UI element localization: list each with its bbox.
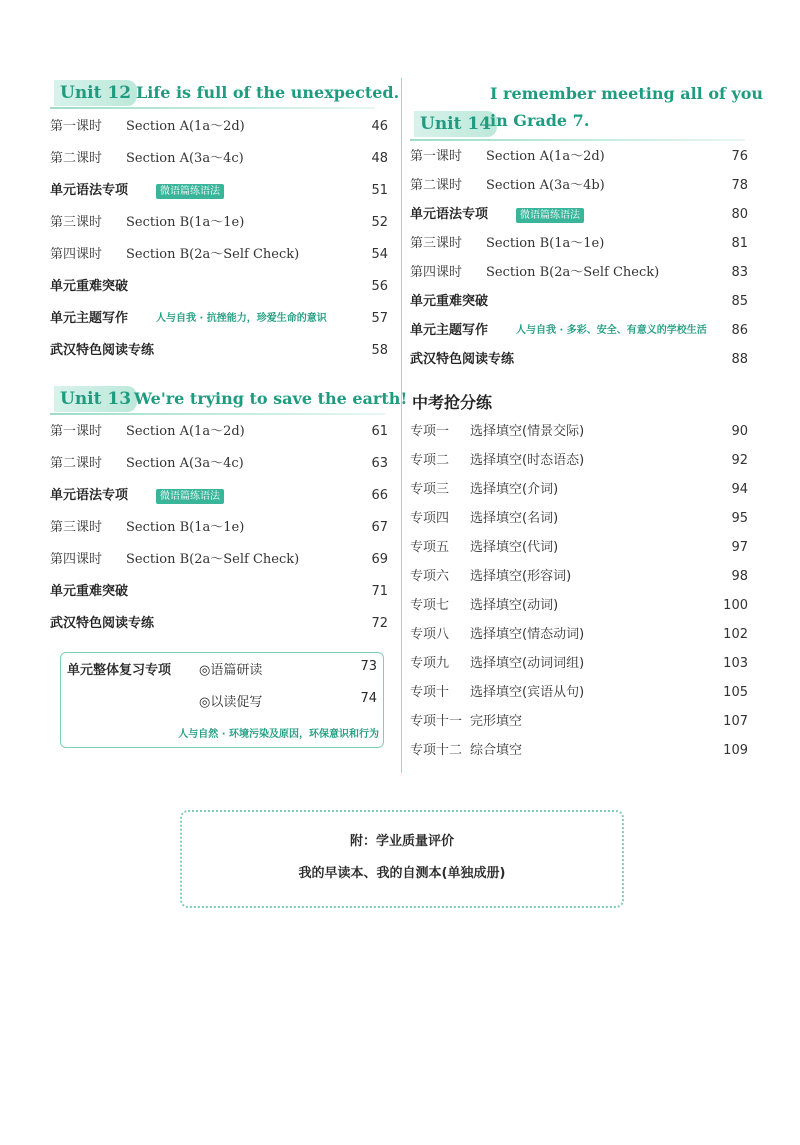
toc-row-page: 52 xyxy=(371,215,388,230)
toc-row-page: 71 xyxy=(371,584,388,599)
toc-row-label: 专项十二 xyxy=(410,743,463,758)
toc-row-page: 107 xyxy=(723,714,748,729)
toc-row-page: 94 xyxy=(731,482,748,497)
toc-row xyxy=(410,507,750,531)
toc-row-text: 综合填空 xyxy=(470,743,523,758)
toc-row-page: 56 xyxy=(371,279,388,294)
toc-row-page: 66 xyxy=(371,488,388,503)
theme-note: 人与自我 · 多彩、安全、有意义的学校生活 xyxy=(516,325,707,336)
toc-row xyxy=(50,147,390,171)
toc-row-page: 80 xyxy=(731,207,748,222)
toc-row-page: 76 xyxy=(731,149,748,164)
toc-row-page: 92 xyxy=(731,453,748,468)
toc-row xyxy=(50,612,390,636)
unit-12-underline xyxy=(50,107,375,109)
toc-row-label: 第三课时 xyxy=(50,520,103,535)
toc-row-page: 48 xyxy=(371,151,388,166)
toc-row-label: 专项十一 xyxy=(410,714,463,729)
toc-row-page: 51 xyxy=(371,183,388,198)
toc-row xyxy=(50,580,390,604)
unit-14-tag: Unit 14 xyxy=(414,111,497,137)
toc-row xyxy=(410,449,750,473)
toc-row-label: 单元语法专项 xyxy=(50,488,129,503)
toc-row-label: 武汉特色阅读专练 xyxy=(410,352,515,367)
toc-row-label: 单元语法专项 xyxy=(50,183,129,198)
toc-row-label: 专项八 xyxy=(410,627,450,642)
toc-row-page: 88 xyxy=(731,352,748,367)
toc-row xyxy=(410,710,750,734)
toc-row-section: Section B(2a～Self Check) xyxy=(126,247,300,262)
toc-row-label: 专项一 xyxy=(410,424,450,439)
toc-row-page: 69 xyxy=(371,552,388,567)
grammar-tag: 微语篇练语法 xyxy=(516,208,584,223)
toc-row-page: 90 xyxy=(731,424,748,439)
appendix-box xyxy=(180,810,624,908)
toc-row-text: 选择填空(代词) xyxy=(470,540,559,555)
unit-13-header xyxy=(50,386,408,416)
toc-row-label: 武汉特色阅读专练 xyxy=(50,616,155,631)
toc-row xyxy=(50,339,390,363)
unit-14-title-line1: I remember meeting all of you xyxy=(490,84,764,103)
toc-row xyxy=(50,275,390,299)
toc-row xyxy=(410,594,750,618)
toc-row-page: 46 xyxy=(371,119,388,134)
toc-row-label: 第二课时 xyxy=(410,178,463,193)
toc-row xyxy=(50,452,390,476)
toc-row xyxy=(50,516,390,540)
toc-row xyxy=(410,232,750,256)
grammar-tag: 微语篇练语法 xyxy=(156,184,224,199)
toc-row xyxy=(50,211,390,235)
toc-row-page: 83 xyxy=(731,265,748,280)
toc-row-label: 第四课时 xyxy=(410,265,463,280)
toc-row-text: 选择填空(动词) xyxy=(470,598,559,613)
toc-row xyxy=(410,565,750,589)
toc-row-section: Section A(3a～4c) xyxy=(126,456,244,471)
toc-row-page: 81 xyxy=(731,236,748,251)
unit-review-box xyxy=(60,652,384,748)
review-option-writing: ◎以读促写 xyxy=(199,695,263,710)
grammar-tag: 微语篇练语法 xyxy=(156,489,224,504)
toc-row-page: 97 xyxy=(731,540,748,555)
toc-row-label: 专项五 xyxy=(410,540,450,555)
unit-13-tag: Unit 13 xyxy=(54,386,137,412)
appendix-line-2: 我的早读本、我的自测本(单独成册) xyxy=(298,866,506,881)
toc-row xyxy=(410,623,750,647)
toc-row-label: 单元重难突破 xyxy=(410,294,489,309)
toc-row-page: 63 xyxy=(371,456,388,471)
toc-row-label: 武汉特色阅读专练 xyxy=(50,343,155,358)
toc-row-page: 78 xyxy=(731,178,748,193)
toc-row-label: 专项七 xyxy=(410,598,450,613)
unit-14-header xyxy=(410,84,764,144)
toc-row-section: Section B(1a～1e) xyxy=(126,520,245,535)
toc-row xyxy=(410,536,750,560)
toc-row-label: 专项十 xyxy=(410,685,450,700)
toc-row-page: 67 xyxy=(371,520,388,535)
toc-row-section: Section B(2a～Self Check) xyxy=(126,552,300,567)
unit-12-header xyxy=(50,80,400,110)
toc-row-text: 选择填空(形容词) xyxy=(470,569,572,584)
review-title: 单元整体复习专项 xyxy=(67,663,172,678)
toc-row-page: 103 xyxy=(723,656,748,671)
toc-row-text: 选择填空(情景交际) xyxy=(470,424,585,439)
toc-row xyxy=(410,145,750,169)
unit-12-tag: Unit 12 xyxy=(54,80,137,106)
toc-row-label: 第三课时 xyxy=(50,215,103,230)
toc-row xyxy=(410,478,750,502)
toc-row-section: Section A(3a～4b) xyxy=(486,178,605,193)
theme-note: 人与自我 · 抗挫能力，珍爱生命的意识 xyxy=(156,313,327,324)
toc-row-label: 专项三 xyxy=(410,482,450,497)
toc-row-label: 第三课时 xyxy=(410,236,463,251)
toc-row-section: Section A(3a～4c) xyxy=(126,151,244,166)
toc-row-label: 第二课时 xyxy=(50,151,103,166)
toc-row-label: 第四课时 xyxy=(50,247,103,262)
toc-row-section: Section A(1a～2d) xyxy=(126,119,245,134)
toc-row-page: 57 xyxy=(371,311,388,326)
toc-row xyxy=(50,115,390,139)
toc-row-label: 单元重难突破 xyxy=(50,584,129,599)
toc-row-text: 选择填空(动词词组) xyxy=(470,656,585,671)
toc-row-page: 54 xyxy=(371,247,388,262)
toc-row-page: 109 xyxy=(723,743,748,758)
toc-row xyxy=(50,548,390,572)
review-theme: 人与自然 · 环境污染及原因，环保意识和行为 xyxy=(178,729,379,740)
toc-row-label: 第一课时 xyxy=(50,424,103,439)
toc-row-page: 85 xyxy=(731,294,748,309)
toc-row xyxy=(410,203,750,227)
toc-row-label: 专项四 xyxy=(410,511,450,526)
unit-13-underline xyxy=(50,413,385,415)
appendix-line-1: 附：学业质量评价 xyxy=(349,834,454,849)
toc-row-text: 选择填空(介词) xyxy=(470,482,559,497)
toc-row-page: 58 xyxy=(371,343,388,358)
toc-row-text: 选择填空(宾语从句) xyxy=(470,685,585,700)
unit-14-title-line2: in Grade 7. xyxy=(490,111,590,130)
toc-row-label: 第二课时 xyxy=(50,456,103,471)
toc-row xyxy=(410,319,750,343)
toc-row xyxy=(50,179,390,203)
toc-row xyxy=(410,652,750,676)
toc-row-page: 100 xyxy=(723,598,748,613)
toc-row-text: 选择填空(时态语态) xyxy=(470,453,585,468)
toc-row-label: 单元重难突破 xyxy=(50,279,129,294)
toc-row-page: 95 xyxy=(731,511,748,526)
toc-row-label: 专项二 xyxy=(410,453,450,468)
review-option-reading: ◎语篇研读 xyxy=(199,663,263,678)
toc-row-page: 102 xyxy=(723,627,748,642)
toc-row xyxy=(50,307,390,331)
toc-row-label: 专项六 xyxy=(410,569,450,584)
toc-row-section: Section A(1a～2d) xyxy=(126,424,245,439)
toc-row-text: 选择填空(名词) xyxy=(470,511,559,526)
toc-row-label: 单元主题写作 xyxy=(410,323,489,338)
toc-row xyxy=(410,174,750,198)
review-page-2: 74 xyxy=(360,691,377,706)
toc-row-section: Section A(1a～2d) xyxy=(486,149,605,164)
toc-row-section: Section B(1a～1e) xyxy=(126,215,245,230)
review-page-1: 73 xyxy=(360,659,377,674)
toc-row-label: 第一课时 xyxy=(50,119,103,134)
toc-row xyxy=(410,739,750,763)
toc-row-section: Section B(2a～Self Check) xyxy=(486,265,660,280)
toc-row xyxy=(410,348,750,372)
toc-row xyxy=(410,420,750,444)
toc-row-page: 72 xyxy=(371,616,388,631)
toc-row xyxy=(50,484,390,508)
toc-row-page: 98 xyxy=(731,569,748,584)
toc-row-label: 单元主题写作 xyxy=(50,311,129,326)
toc-row-page: 105 xyxy=(723,685,748,700)
toc-row-label: 单元语法专项 xyxy=(410,207,489,222)
toc-row-text: 完形填空 xyxy=(470,714,523,729)
toc-row-label: 第一课时 xyxy=(410,149,463,164)
toc-row xyxy=(50,420,390,444)
toc-row-label: 专项九 xyxy=(410,656,450,671)
toc-row xyxy=(410,681,750,705)
unit-14-underline xyxy=(410,139,745,141)
column-divider xyxy=(401,78,402,773)
toc-row-page: 86 xyxy=(731,323,748,338)
exam-section-title: 中考抢分练 xyxy=(412,393,493,412)
toc-row-label: 第四课时 xyxy=(50,552,103,567)
unit-12-title: Life is full of the unexpected. xyxy=(136,83,400,102)
toc-row xyxy=(50,243,390,267)
toc-row-page: 61 xyxy=(371,424,388,439)
toc-row-section: Section B(1a～1e) xyxy=(486,236,605,251)
toc-row xyxy=(410,261,750,285)
toc-row-text: 选择填空(情态动词) xyxy=(470,627,585,642)
toc-row xyxy=(410,290,750,314)
unit-13-title: We're trying to save the earth! xyxy=(134,389,408,408)
